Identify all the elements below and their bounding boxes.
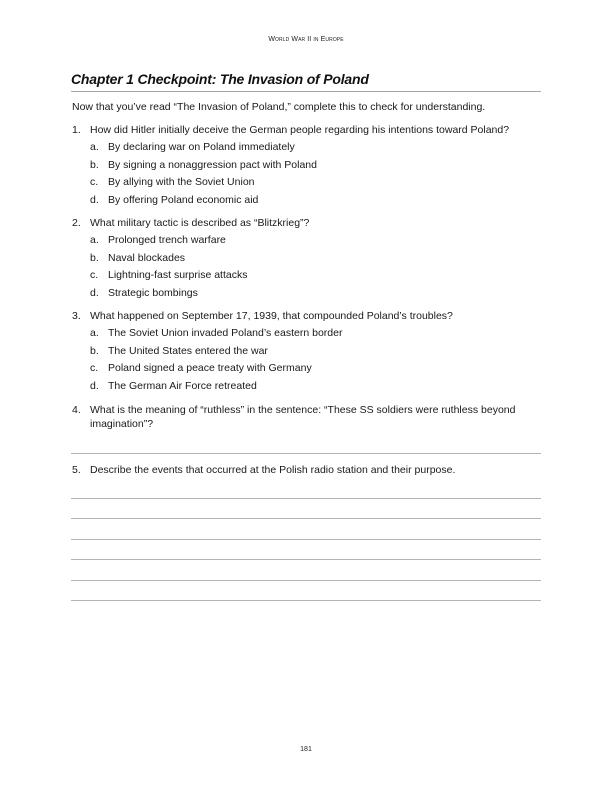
option-letter: b. (90, 251, 99, 264)
option-text: The Soviet Union invaded Poland’s eastern border (108, 327, 343, 340)
question-text: What military tactic is described as “Blitzkrieg”? (90, 217, 310, 229)
answer-line[interactable] (71, 539, 541, 540)
answer-line[interactable] (71, 518, 541, 519)
option-letter: c. (90, 269, 99, 282)
answer-line[interactable] (71, 453, 541, 454)
option-letter: a. (90, 234, 99, 247)
answer-option (90, 159, 542, 173)
option-letter: d. (90, 286, 99, 299)
question-4 (72, 404, 542, 431)
answer-line[interactable] (71, 559, 541, 560)
page-number: 181 (300, 746, 312, 753)
question-text: What is the meaning of “ruthless” in the sentence: “These SS soldiers were ruthless beyond imagination”? (90, 404, 516, 430)
answer-option (90, 269, 542, 283)
intro-text: Now that you’ve read “The Invasion of Poland,” complete this to check for understanding. (72, 101, 486, 113)
running-head (0, 36, 612, 43)
option-text: Prolonged trench warfare (108, 234, 226, 247)
option-text: The United States entered the war (108, 344, 268, 357)
answer-option (90, 234, 542, 248)
page-title: Chapter 1 Checkpoint: The Invasion of Poland (71, 71, 369, 87)
answer-option (90, 141, 542, 155)
option-letter: c. (90, 176, 99, 189)
answer-option (90, 327, 542, 341)
option-letter: c. (90, 362, 99, 375)
question-number: 5. (72, 464, 81, 476)
option-text: The German Air Force retreated (108, 379, 257, 392)
option-letter: b. (90, 158, 99, 171)
answer-option (90, 194, 542, 208)
answer-line[interactable] (71, 580, 541, 581)
answer-option (90, 362, 542, 376)
question-text: Describe the events that occurred at the Polish radio station and their purpose. (90, 464, 456, 476)
option-text: By declaring war on Poland immediately (108, 141, 295, 154)
question-number: 4. (72, 404, 81, 416)
answer-line[interactable] (71, 600, 541, 601)
option-text: Lightning-fast surprise attacks (108, 269, 248, 282)
question-number: 3. (72, 310, 81, 322)
option-text: Naval blockades (108, 251, 186, 264)
option-text: By allying with the Soviet Union (108, 176, 255, 189)
option-text: Poland signed a peace treaty with Germany (108, 362, 312, 375)
answer-option (90, 380, 542, 394)
answer-option (90, 345, 542, 359)
question-1 (72, 124, 542, 207)
option-letter: b. (90, 344, 99, 357)
question-number: 1. (72, 124, 81, 136)
option-letter: a. (90, 141, 99, 154)
title-divider (71, 91, 541, 92)
question-text: How did Hitler initially deceive the German people regarding his intentions toward Poland? (90, 124, 510, 136)
question-3 (72, 310, 542, 393)
question-2 (72, 217, 542, 300)
answer-line[interactable] (71, 498, 541, 499)
option-text: Strategic bombings (108, 286, 198, 299)
option-letter: d. (90, 379, 99, 392)
option-text: By offering Poland economic aid (108, 193, 259, 206)
running-head-text: World War II in Europe (268, 36, 344, 43)
answer-option (90, 252, 542, 266)
answer-option (90, 287, 542, 301)
option-letter: a. (90, 327, 99, 340)
option-letter: d. (90, 193, 99, 206)
question-number: 2. (72, 217, 81, 229)
option-text: By signing a nonaggression pact with Poland (108, 158, 317, 171)
question-text: What happened on September 17, 1939, that compounded Poland’s troubles? (90, 310, 453, 322)
question-5 (72, 464, 542, 478)
answer-option (90, 176, 542, 190)
